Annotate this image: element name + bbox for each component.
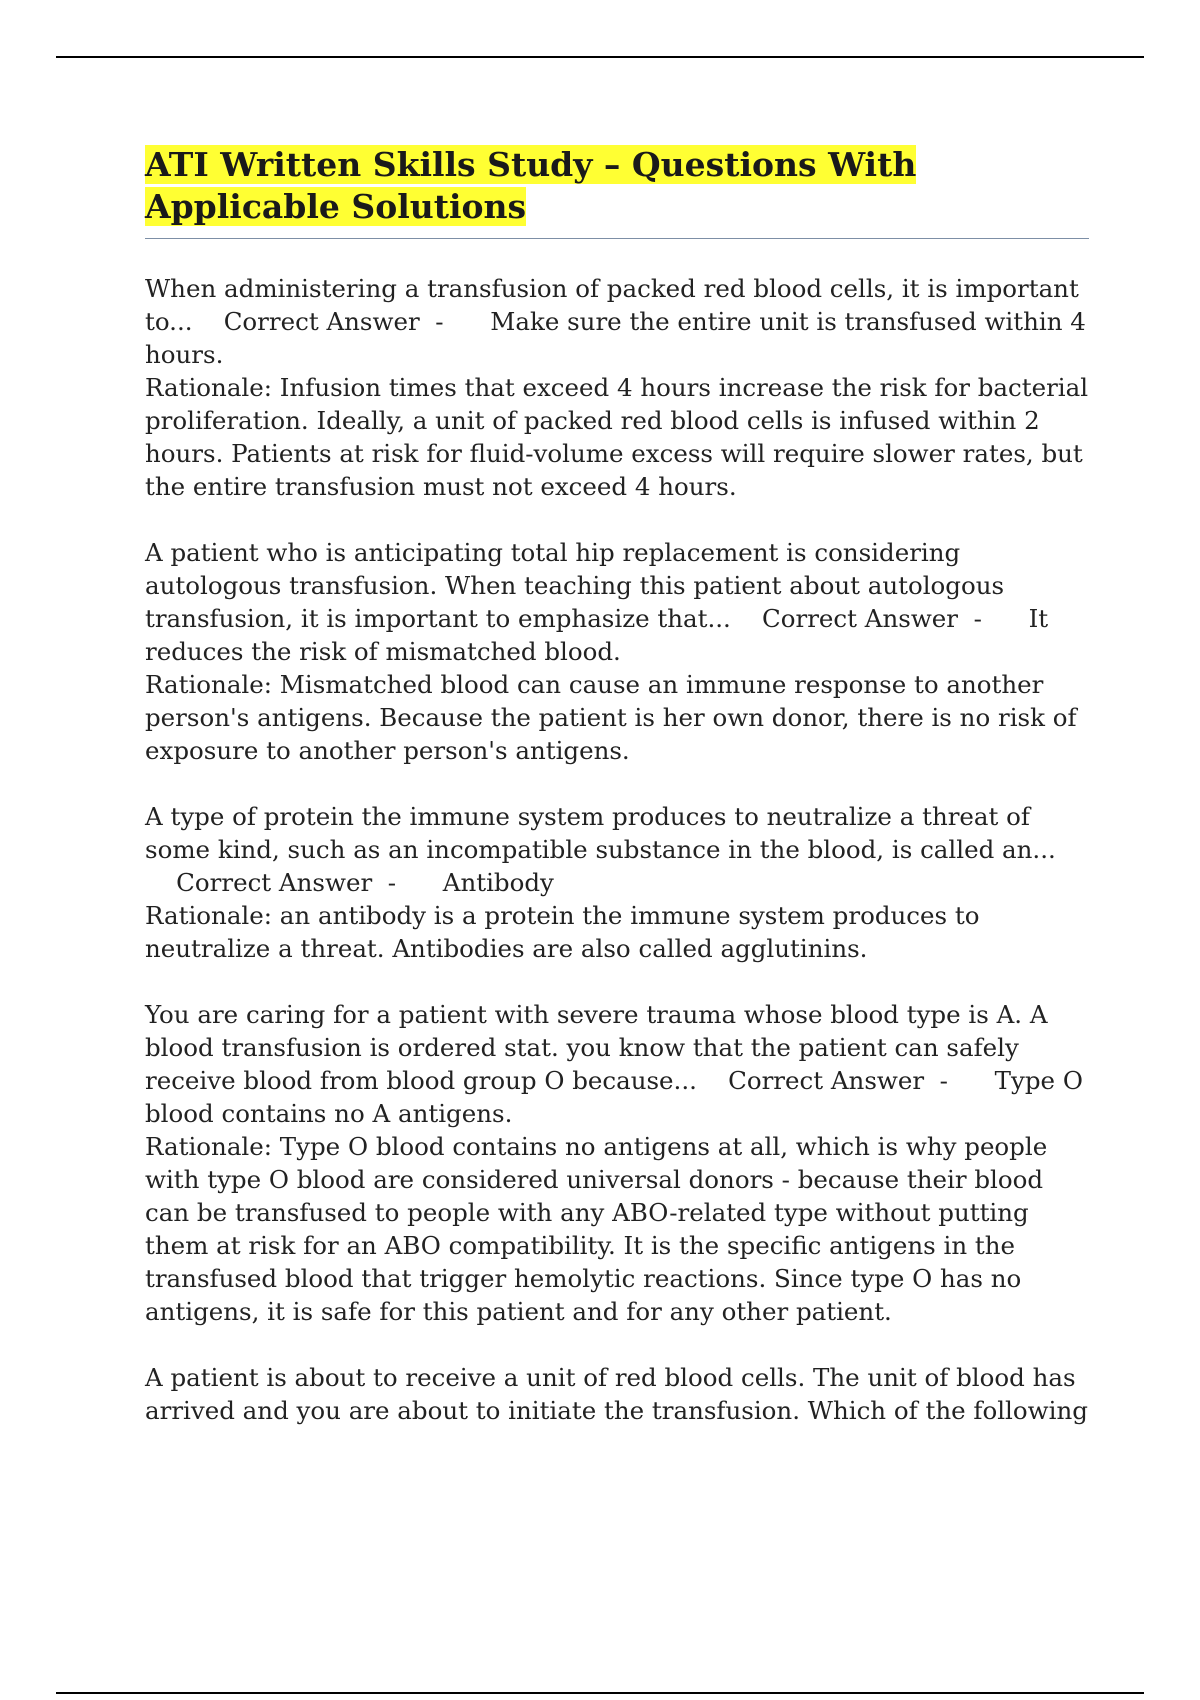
question-with-answer: [145, 272, 1089, 371]
question-text: A type of protein the immune system produces to neutralize a threat of some kind, such as an incompatible substance in the blood, is called an...: [145, 802, 1056, 864]
answer-label: Correct Answer: [176, 868, 373, 897]
qa-item: [145, 998, 1089, 1328]
answer-text: It reduces the risk of mismatched blood.: [145, 604, 1049, 666]
qa-item-partial: [145, 1361, 1089, 1427]
question-text: You are caring for a patient with severe trauma whose blood type is A. A blood transfusion is ordered stat. you know that the patient can safely receive blood from blood group O because...: [145, 1000, 1048, 1095]
rationale-text: Rationale: an antibody is a protein the immune system produces to neutralize a threat. Antibodies are also called agglutinins.: [145, 901, 980, 963]
answer-dash: -: [435, 307, 444, 336]
qa-item: [145, 800, 1089, 965]
question-text: A patient who is anticipating total hip replacement is considering autologous transfusion. When teaching this patient about autologous transfusion, it is important to emphasize that...: [145, 538, 1005, 633]
question-with-answer: [145, 536, 1089, 668]
answer-label: Correct Answer: [223, 307, 420, 336]
answer-label: Correct Answer: [762, 604, 959, 633]
title-block: [145, 144, 1089, 239]
answer-text: Antibody: [442, 868, 554, 897]
qa-item: [145, 536, 1089, 767]
answer-dash: -: [973, 604, 982, 633]
answer-dash: -: [387, 868, 397, 897]
document-body: [145, 272, 1089, 1460]
question-with-answer: [145, 998, 1089, 1130]
qa-item: [145, 272, 1089, 503]
rationale-text: Rationale: Infusion times that exceed 4 hours increase the risk for bacterial proliferation. Ideally, a unit of packed red blood cells is infused within 2 hours. Patients at risk for fluid-volume excess will require slower rates, but the entire transfusion must not exceed 4 hours.: [145, 373, 1089, 501]
rationale-text: Rationale: Mismatched blood can cause an immune response to another person's antigens. Because the patient is her own donor, there is no risk of exposure to another person's antigens.: [145, 670, 1077, 765]
question-with-answer: [145, 800, 1089, 899]
page-bottom-rule: [56, 1692, 1144, 1694]
document-title: [145, 144, 1089, 228]
title-highlight: ATI Written Skills Study – Questions With Applicable Solutions: [145, 145, 917, 226]
answer-text: Type O blood contains no A antigens.: [145, 1066, 1083, 1128]
answer-text: Make sure the entire unit is transfused within 4 hours.: [145, 307, 1086, 369]
rationale-text: Rationale: Type O blood contains no antigens at all, which is why people with type O blood are considered universal donors - because their blood can be transfused to people with any ABO-related type without putting them at risk for an ABO compatibility. It is the specific antigens in the transfused blood that trigger hemolytic reactions. Since type O has no antigens, it is safe for this patient and for any other patient.: [145, 1132, 1048, 1326]
answer-dash: -: [939, 1066, 948, 1095]
title-underline: [145, 238, 1089, 239]
question-text: A patient is about to receive a unit of red blood cells. The unit of blood has arrived and you are about to initiate the transfusion. Which of the following: [145, 1363, 1088, 1425]
question-text: When administering a transfusion of packed red blood cells, it is important to...: [145, 274, 1079, 336]
answer-label: Correct Answer: [728, 1066, 925, 1095]
page-top-rule: [56, 56, 1144, 58]
